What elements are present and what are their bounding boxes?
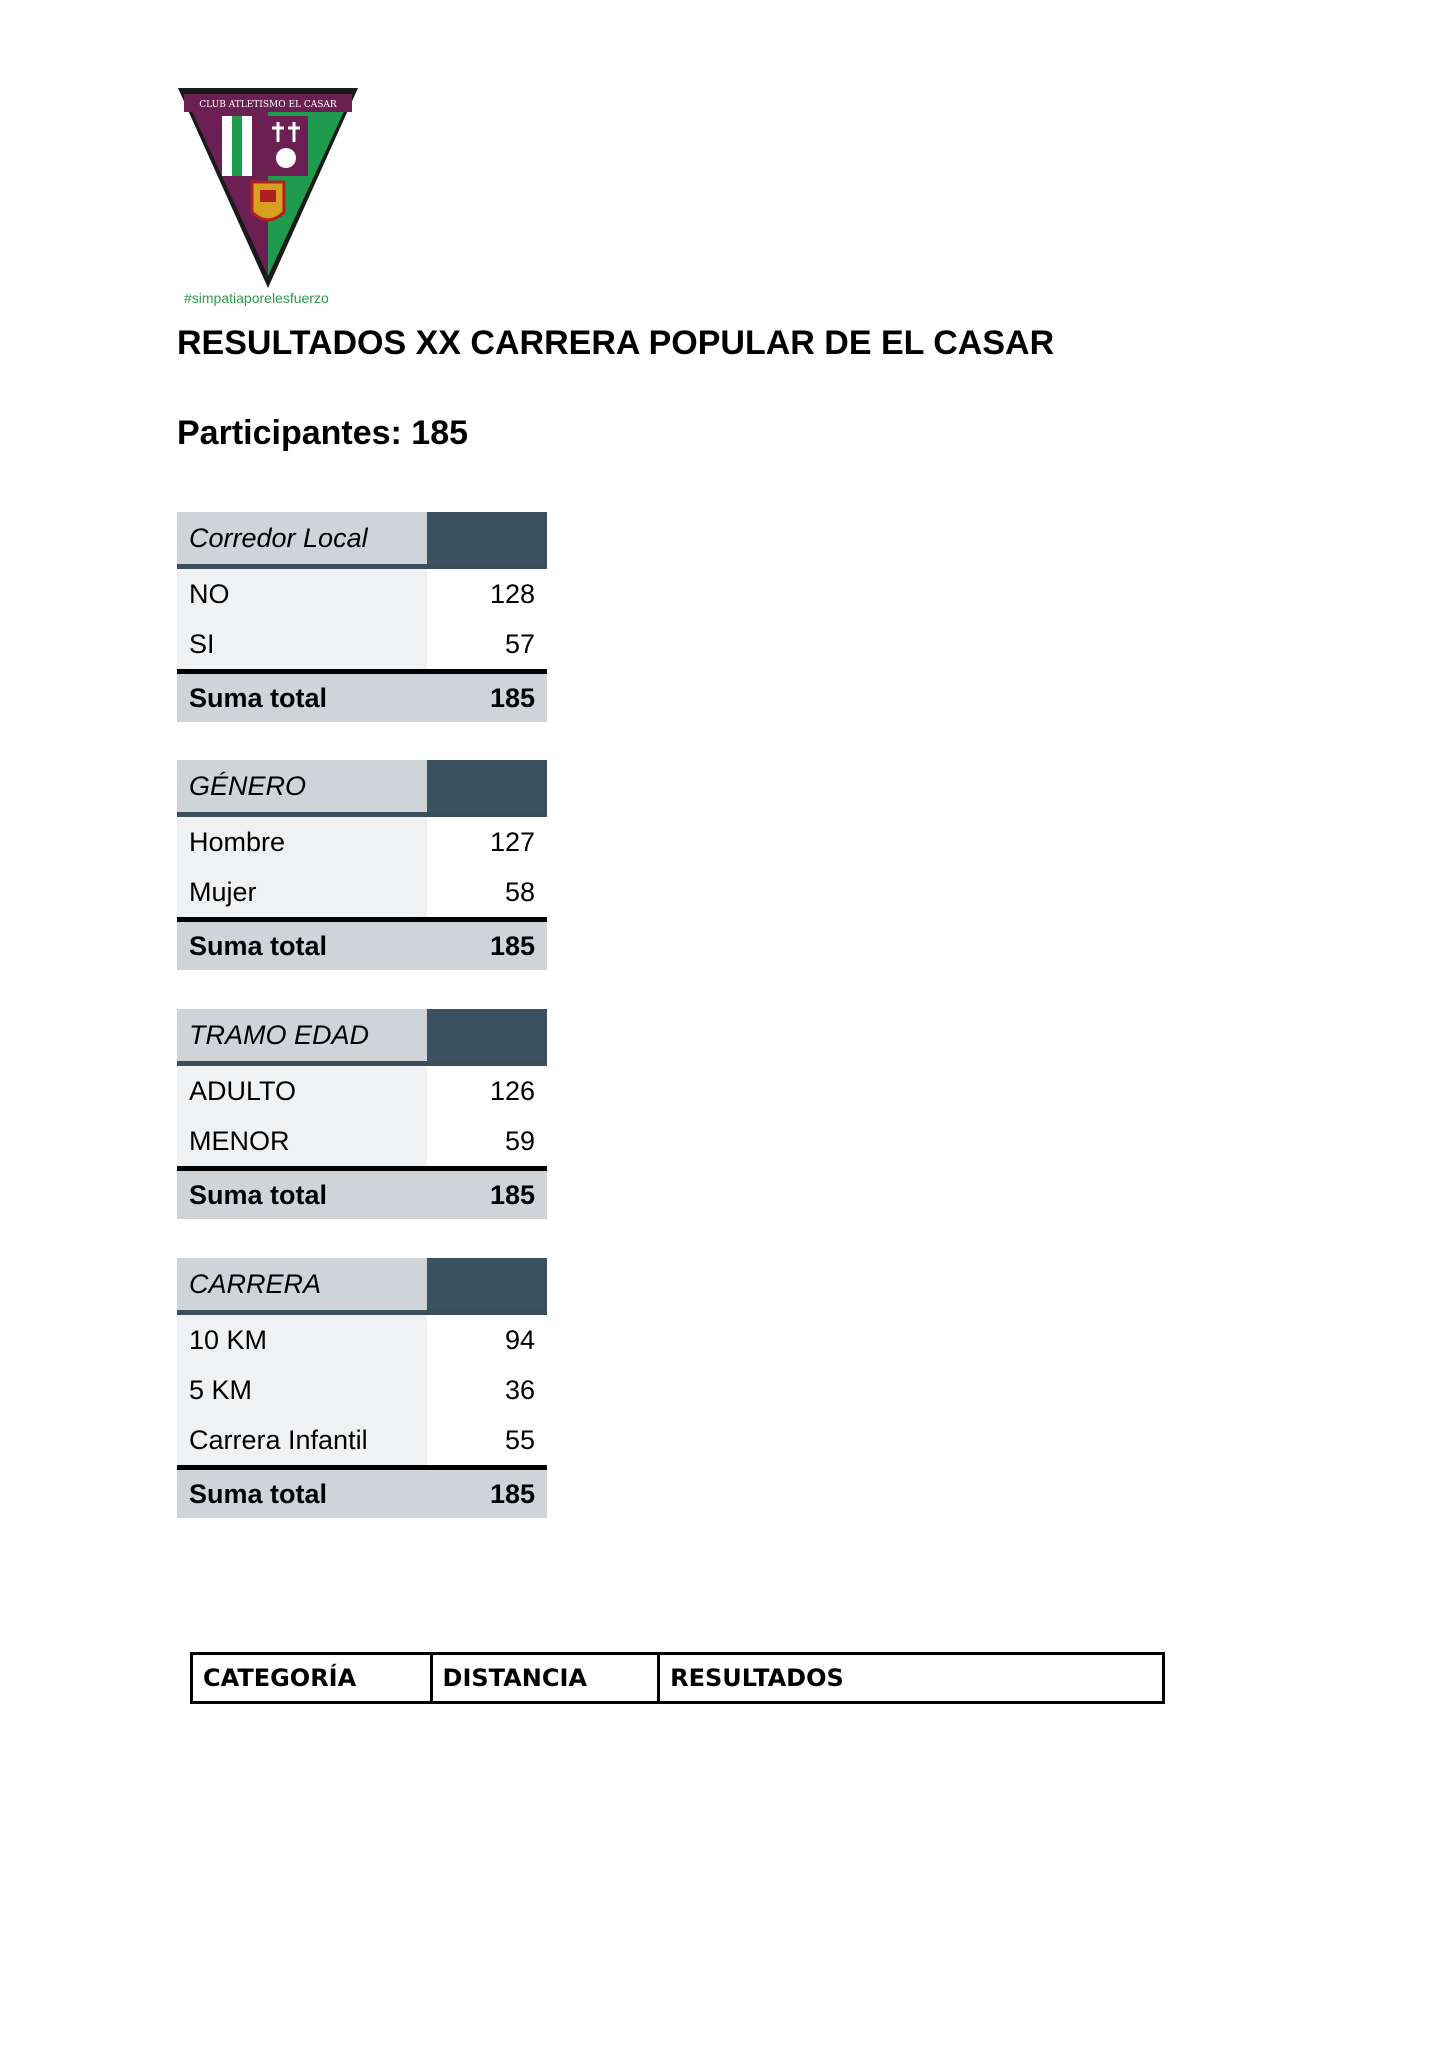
total-label: Suma total	[177, 1169, 427, 1220]
svg-text:CLUB ATLETISMO EL CASAR: CLUB ATLETISMO EL CASAR	[199, 100, 337, 110]
row-label: 10 KM	[177, 1313, 427, 1366]
total-value: 185	[427, 1169, 547, 1220]
total-value: 185	[427, 672, 547, 723]
column-header-resultados: RESULTADOS	[659, 1654, 1164, 1703]
table-header: GÉNERO	[177, 760, 427, 815]
row-value: 57	[427, 619, 547, 672]
row-label: Carrera Infantil	[177, 1415, 427, 1468]
row-label: ADULTO	[177, 1064, 427, 1117]
total-label: Suma total	[177, 672, 427, 723]
row-label: 5 KM	[177, 1365, 427, 1415]
summary-table-genero	[177, 760, 547, 970]
club-logo	[176, 86, 360, 292]
row-value: 128	[427, 567, 547, 620]
column-header-categoria: CATEGORÍA	[192, 1654, 432, 1703]
page-title: RESULTADOS XX CARRERA POPULAR DE EL CASAR	[177, 324, 1055, 362]
row-value: 36	[427, 1365, 547, 1415]
summary-table-carrera	[177, 1258, 547, 1518]
logo-hashtag: #simpatiaporelesfuerzo	[184, 290, 329, 306]
row-value: 55	[427, 1415, 547, 1468]
table-header: CARRERA	[177, 1258, 427, 1313]
column-header-distancia: DISTANCIA	[431, 1654, 659, 1703]
table-header: TRAMO EDAD	[177, 1009, 427, 1064]
row-value: 127	[427, 815, 547, 868]
total-label: Suma total	[177, 1468, 427, 1519]
row-label: MENOR	[177, 1116, 427, 1169]
row-label: Mujer	[177, 867, 427, 920]
row-value: 58	[427, 867, 547, 920]
row-label: NO	[177, 567, 427, 620]
row-value: 59	[427, 1116, 547, 1169]
summary-table-tramo-edad	[177, 1009, 547, 1219]
participants-count: Participantes: 185	[177, 414, 469, 452]
total-value: 185	[427, 920, 547, 971]
total-label: Suma total	[177, 920, 427, 971]
row-value: 126	[427, 1064, 547, 1117]
total-value: 185	[427, 1468, 547, 1519]
row-label: SI	[177, 619, 427, 672]
summary-table-corredor-local	[177, 512, 547, 722]
row-value: 94	[427, 1313, 547, 1366]
results-table	[190, 1652, 1165, 1704]
table-header: Corredor Local	[177, 512, 427, 567]
row-label: Hombre	[177, 815, 427, 868]
